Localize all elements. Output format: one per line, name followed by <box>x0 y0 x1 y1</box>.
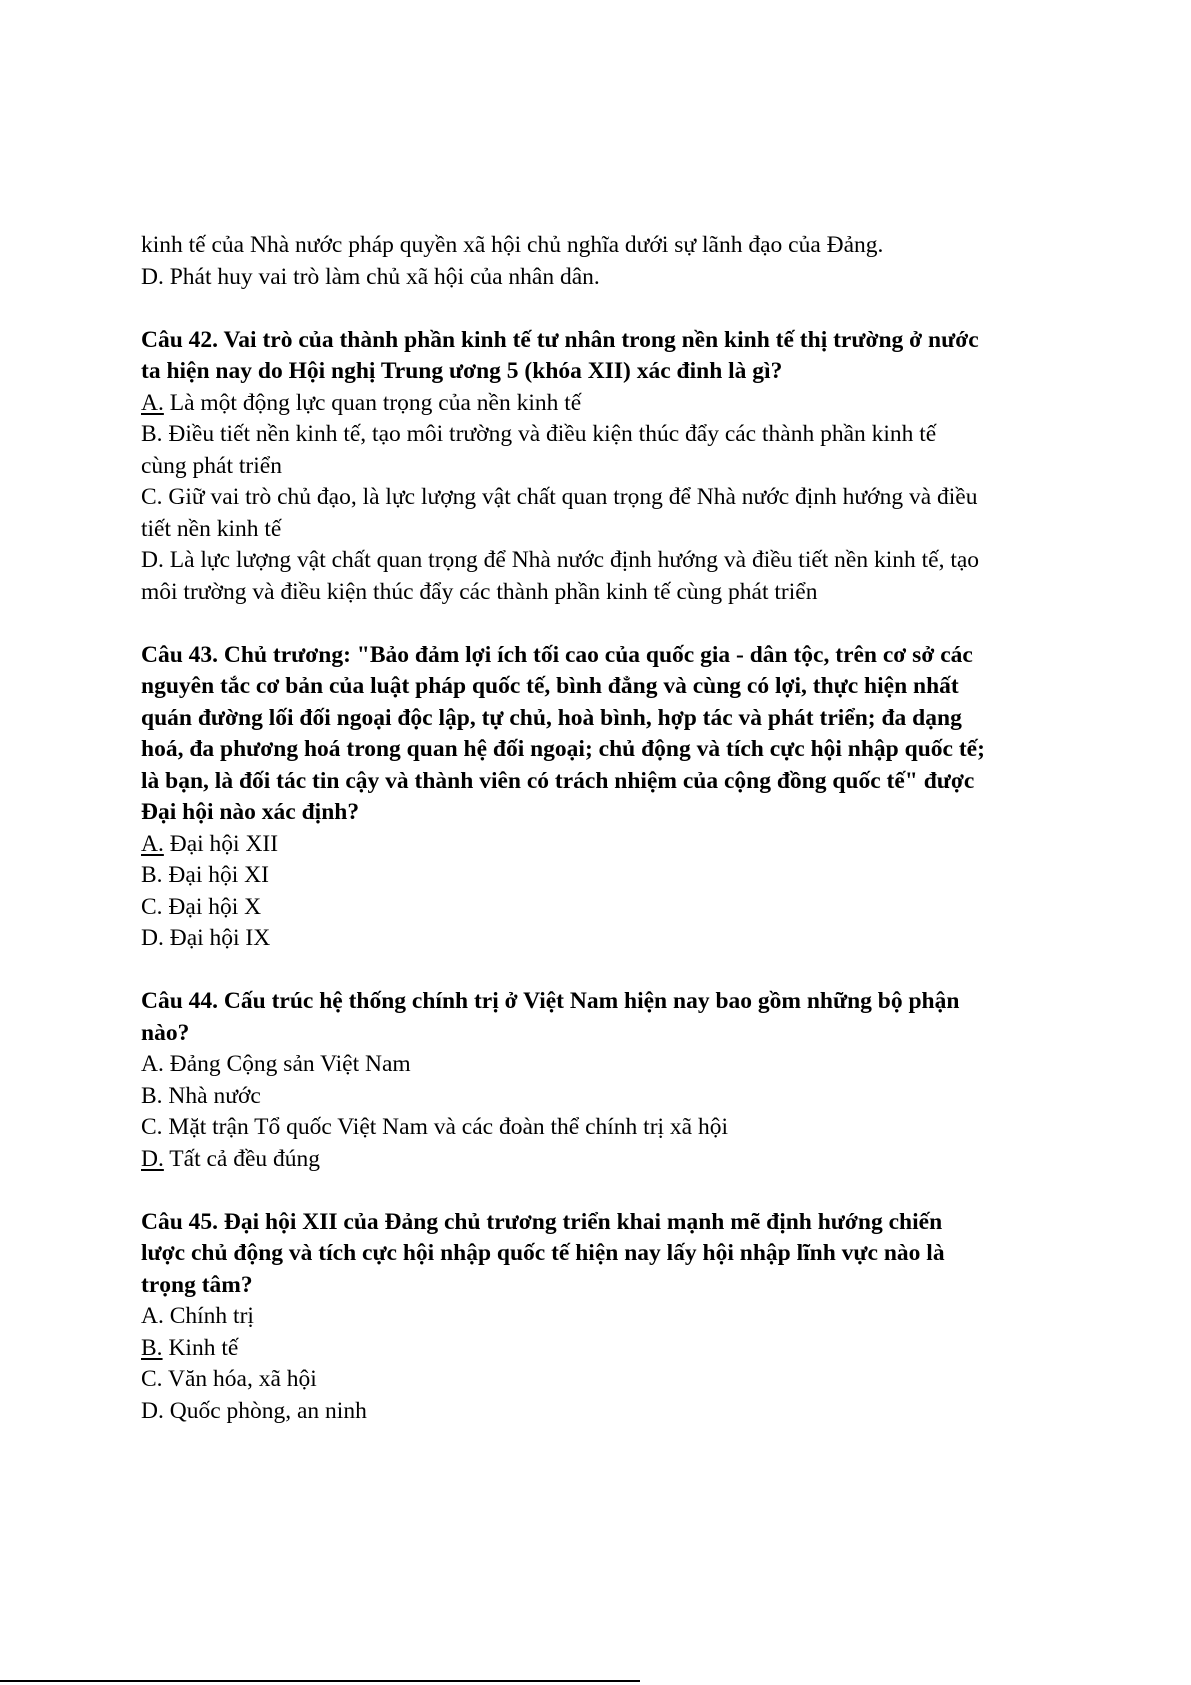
question-42-option-b-line-2: cùng phát triển <box>141 452 282 479</box>
question-43-title-line-1: Câu 43. Chủ trương: "Bảo đảm lợi ích tối cao của quốc gia - dân tộc, trên cơ sở các <box>141 641 973 668</box>
question-43-title-line-6: Đại hội nào xác định? <box>141 799 360 825</box>
option-text: Đại hội XII <box>163 830 279 857</box>
question-43-option-a <box>141 829 1061 861</box>
question-44-option-b: B. Nhà nước <box>141 1082 261 1109</box>
question-45-option-d: D. Quốc phòng, an ninh <box>141 1397 367 1424</box>
option-text: Kinh tế <box>162 1334 239 1361</box>
question-43-option-d: D. Đại hội IX <box>141 925 271 951</box>
question-42-title-line-2: ta hiện nay do Hội nghị Trung ương 5 (khóa XII) xác đinh là gì? <box>141 358 783 384</box>
question-45-title-line-3: trọng tâm? <box>141 1271 253 1298</box>
option-text: Tất cả đều đúng <box>163 1145 321 1172</box>
question-44-title-line-2: nào? <box>141 1019 190 1046</box>
answer-letter: D. <box>141 1145 164 1172</box>
option-text: Là một động lực quan trọng của nền kinh tế <box>163 389 582 416</box>
answer-letter: A. <box>141 830 164 857</box>
question-45-option-a: A. Chính trị <box>141 1303 254 1329</box>
question-44-option-c: C. Mặt trận Tổ quốc Việt Nam và các đoàn thể chính trị xã hội <box>141 1114 729 1140</box>
continuation-option-d: D. Phát huy vai trò làm chủ xã hội của nhân dân. <box>141 263 600 290</box>
question-43-title-line-4: hoá, đa phương hoá trong quan hệ đối ngoại; chủ động và tích cực hội nhập quốc tế; <box>141 736 985 762</box>
continuation-line: kinh tế của Nhà nước pháp quyền xã hội chủ nghĩa dưới sự lãnh đạo của Đảng. <box>141 232 884 258</box>
question-45-title-line-2: lược chủ động và tích cực hội nhập quốc tế hiện nay lấy hội nhập lĩnh vực nào là <box>141 1240 945 1266</box>
question-44-option-a: A. Đảng Cộng sản Việt Nam <box>141 1051 411 1077</box>
page-content <box>141 230 1061 1459</box>
question-45-title-line-1: Câu 45. Đại hội XII của Đảng chủ trương triển khai mạnh mẽ định hướng chiến <box>141 1208 943 1235</box>
question-42 <box>141 325 1061 609</box>
question-45 <box>141 1207 1061 1428</box>
question-43-title-line-2: nguyên tắc cơ bản của luật pháp quốc tế, bình đẳng và cùng có lợi, thực hiện nhất <box>141 673 959 699</box>
question-43-title-line-3: quán đường lối đối ngoại độc lập, tự chủ, hoà bình, hợp tác và phát triển; đa dạng <box>141 704 962 731</box>
question-42-option-d-line-1: D. Là lực lượng vật chất quan trọng để Nhà nước định hướng và điều tiết nền kinh tế, tạo <box>141 547 980 573</box>
question-43-title-line-5: là bạn, là đối tác tin cậy và thành viên có trách nhiệm của cộng đồng quốc tế" được <box>141 767 975 794</box>
question-44-title-line-1: Câu 44. Cấu trúc hệ thống chính trị ở Việt Nam hiện nay bao gồm những bộ phận <box>141 988 960 1014</box>
question-43 <box>141 640 1061 955</box>
question-45-option-b <box>141 1333 1061 1365</box>
question-45-option-c: C. Văn hóa, xã hội <box>141 1366 317 1392</box>
question-42-option-d-line-2: môi trường và điều kiện thúc đẩy các thành phần kinh tế cùng phát triển <box>141 578 818 605</box>
question-44 <box>141 986 1061 1175</box>
question-42-title-line-1: Câu 42. Vai trò của thành phần kinh tế tư nhân trong nền kinh tế thị trường ở nước <box>141 326 979 353</box>
question-42-option-a <box>141 388 1061 420</box>
question-42-option-c-line-1: C. Giữ vai trò chủ đạo, là lực lượng vật chất quan trọng để Nhà nước định hướng và điều <box>141 484 978 510</box>
previous-question-continuation <box>141 230 1061 293</box>
question-42-option-b-line-1: B. Điều tiết nền kinh tế, tạo môi trường và điều kiện thúc đẩy các thành phần kinh tế <box>141 421 937 447</box>
bottom-divider <box>0 1680 640 1682</box>
answer-letter: A. <box>141 389 164 416</box>
question-44-option-d <box>141 1144 1061 1176</box>
answer-letter: B. <box>141 1334 163 1361</box>
question-43-option-b: B. Đại hội XI <box>141 862 269 888</box>
question-42-option-c-line-2: tiết nền kinh tế <box>141 515 282 542</box>
question-43-option-c: C. Đại hội X <box>141 893 262 920</box>
